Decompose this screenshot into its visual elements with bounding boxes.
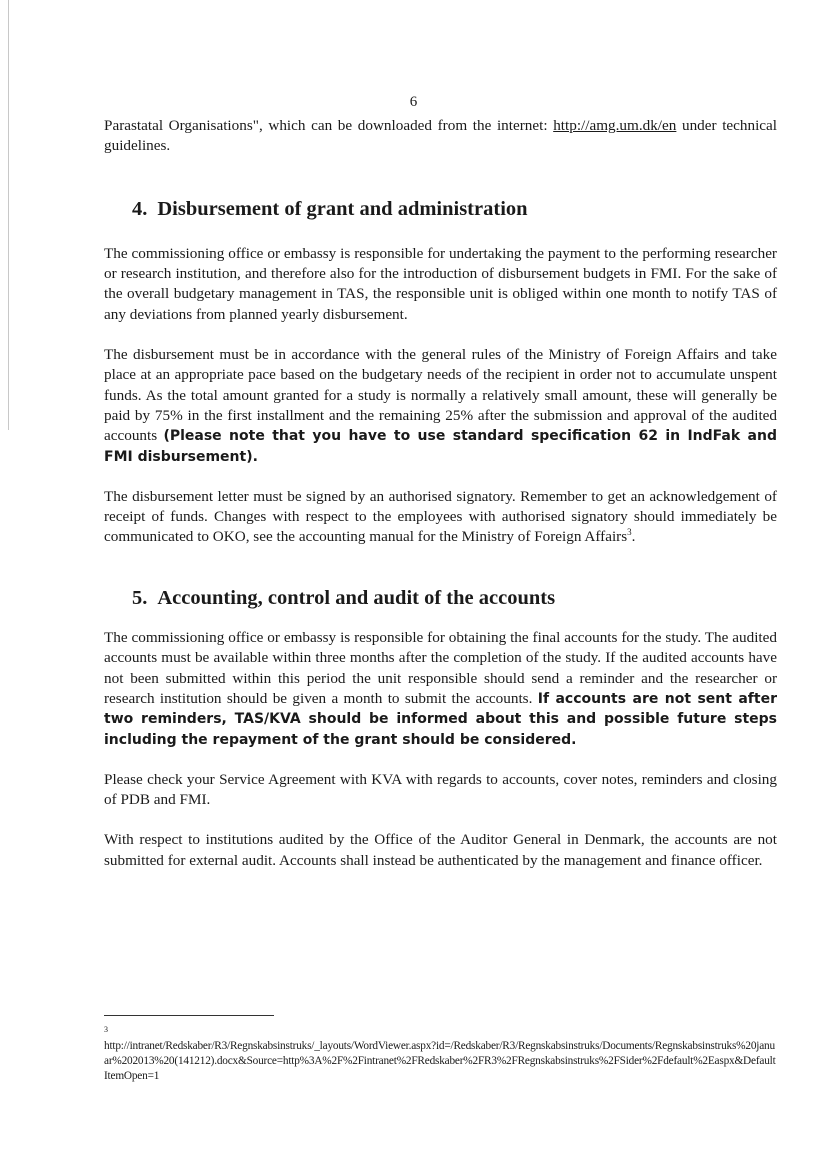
- section-4-title: Disbursement of grant and administration: [157, 197, 528, 220]
- intro-text: Parastatal Organisations", which can be downloaded from the internet:: [104, 117, 554, 134]
- section-4-heading: [104, 199, 777, 219]
- footnote-separator: [104, 1015, 274, 1016]
- section-5-heading: [104, 588, 777, 608]
- page-number: 6: [409, 94, 418, 110]
- section-5-p1-bold: If accounts are not sent after two reminders, TAS/KVA should be informed about this and possible future steps including the repayment of the grant should be considered.: [104, 690, 777, 748]
- section-5-title: Accounting, control and audit of the accounts: [157, 586, 556, 609]
- section-5-p1-text: The commissioning office or embassy is responsible for obtaining the final accounts for the study. The audited accounts must be available within three months after the completion of the study. If the audited accounts have not been submitted within this period the unit responsible should send a reminder and the researcher or research institution should be given a month to submit the accounts.: [104, 629, 777, 707]
- intro-text-end: under technical guidelines.: [104, 117, 778, 155]
- section-4-number: 4.: [132, 197, 148, 220]
- section-5-paragraph-1: [104, 628, 777, 750]
- footnote: [104, 1022, 777, 1084]
- section-5-paragraph-3: With respect to institutions audited by the Office of the Auditor General in Denmark, the accounts are not submitted for external audit. Accounts shall instead be authenticated by the management and finance officer.: [104, 831, 777, 869]
- section-5-paragraph-2: Please check your Service Agreement with KVA with regards to accounts, cover notes, reminders and closing of PDB and FMI.: [104, 770, 777, 809]
- scan-edge-line: [8, 0, 9, 430]
- section-4-p3-end: .: [631, 528, 636, 546]
- section-5-number: 5.: [132, 586, 148, 609]
- intro-paragraph: [104, 116, 777, 157]
- footnote-url[interactable]: http://intranet/Redskaber/R3/Regnskabsinstruks/_layouts/WordViewer.aspx?id=/Redskaber/R3/Regnskabsinstruks/Documents/Regnskabsinstruks%20januar%202013%20(141212).docx&Source=http%3A%2F%2Fintranet%2FRedskaber%2FR3%2FRegnskabsinstruks%2FSider%2Fdefault%2Easpx&DefaultItemOpen=1: [104, 1040, 776, 1082]
- section-4-p2-bold: (Please note that you have to use standard specification 62 in IndFak and FMI disbursement).: [104, 428, 777, 465]
- footnote-mark: 3: [104, 1025, 108, 1034]
- section-4-p2-text: The disbursement must be in accordance with the general rules of the Ministry of Foreign Affairs and take place at an appropriate pace based on the budgetary needs of the recipient in order not to accumulate unspent funds. As the total amount granted for a study is normally a relatively small amount, these will generally be paid by 75% in the first installment and the remaining 25% after the submission and approval of the audited accounts: [104, 346, 777, 445]
- document-body: [104, 116, 777, 871]
- section-4-p3-text: The disbursement letter must be signed by an authorised signatory. Remember to get an acknowledgement of receipt of funds. Changes with respect to the employees with authorised signatory should immediately be communicated to OKO, see the accounting manual for the Ministry of Foreign Affairs: [104, 487, 777, 546]
- section-4-paragraph-1: The commissioning office or embassy is responsible for undertaking the payment to the performing researcher or research institution, and therefore also for the introduction of disbursement budgets in FMI. For the sake of the overall budgetary management in TAS, the responsible unit is obliged within one month to notify TAS of any deviations from planned yearly disbursement.: [104, 244, 777, 323]
- section-4-paragraph-2: [104, 345, 777, 467]
- footnote-reference[interactable]: 3: [627, 527, 632, 538]
- section-4-paragraph-3: [104, 487, 777, 548]
- amg-link[interactable]: http://amg.um.dk/en: [553, 117, 677, 134]
